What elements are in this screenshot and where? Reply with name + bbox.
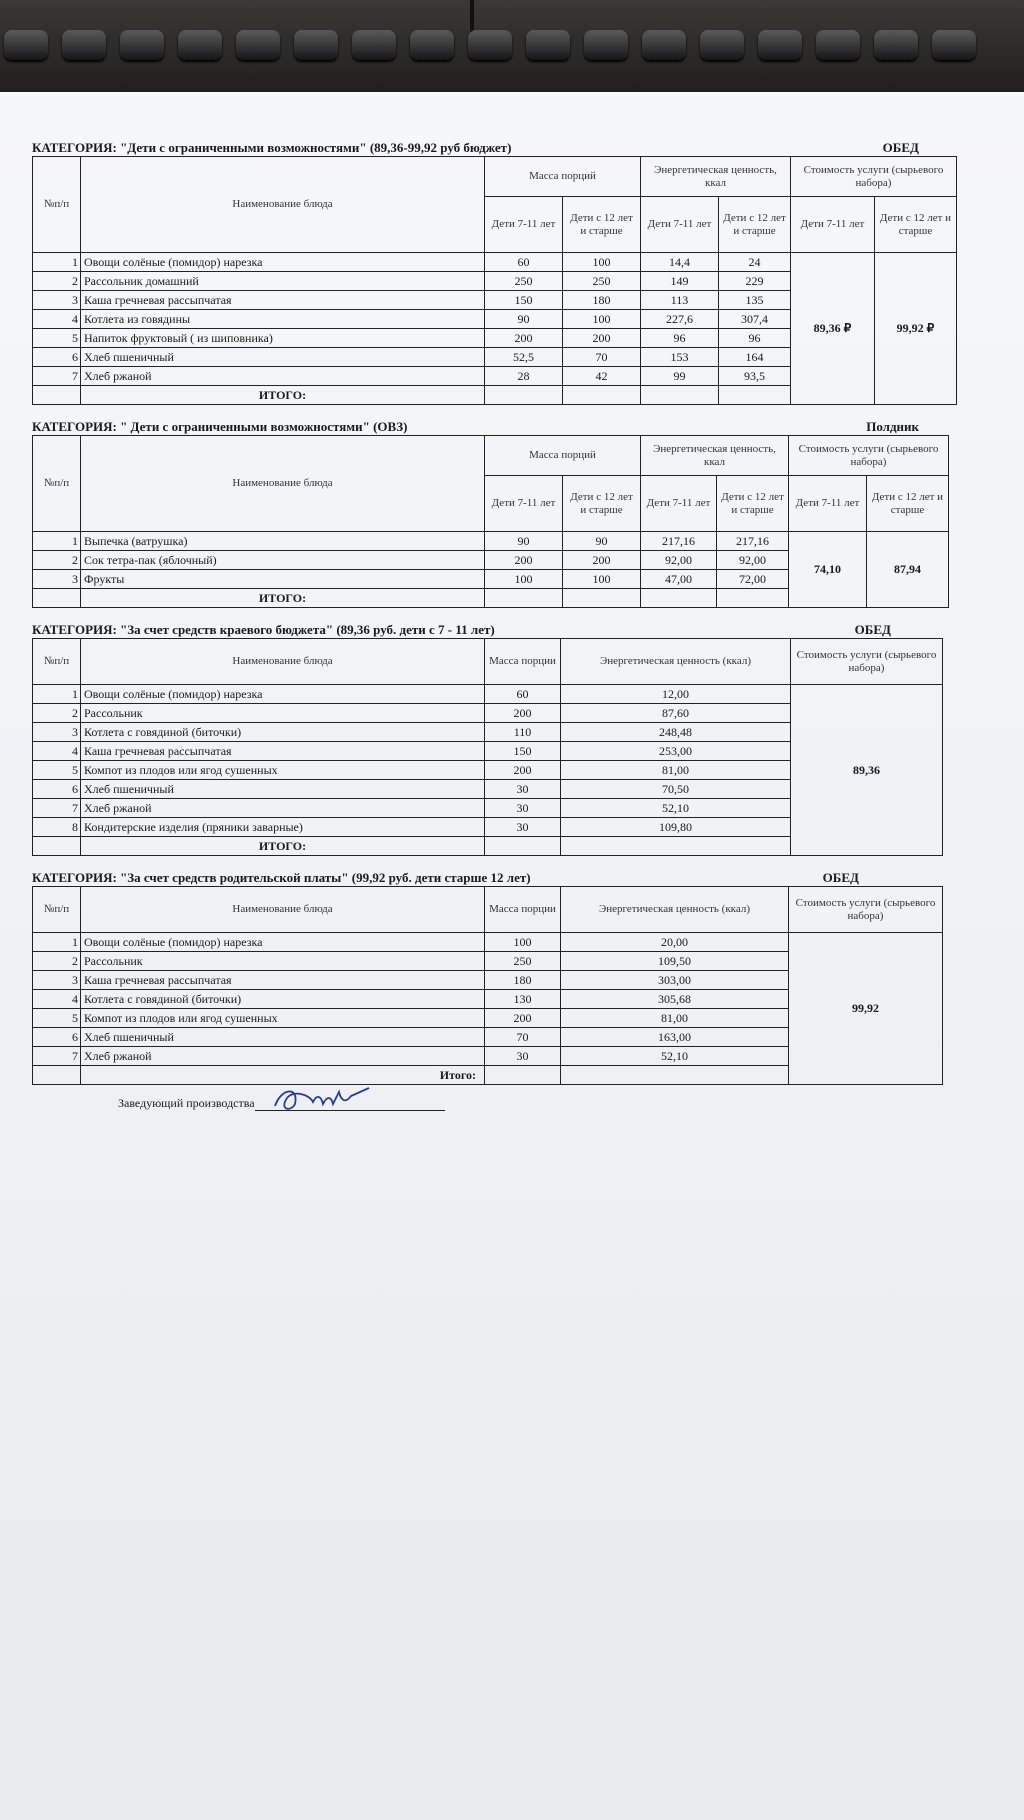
meal-label: ОБЕД: [822, 870, 859, 885]
table-row: 1 Овощи солёные (помидор) нарезка 60 12,00 89,36: [33, 685, 943, 704]
table-row: 8 Кондитерские изделия (пряники заварные) 30 109,80: [33, 818, 943, 837]
col-num: №п/п: [33, 887, 81, 933]
col-cost: Стоимость услуги (сырьевого набора): [789, 436, 949, 476]
menu-table: [32, 156, 957, 405]
col-age-12: Дети с 12 лет и старше: [563, 476, 641, 532]
table-row: 3 Каша гречневая рассыпчатая 150 180 113 135: [33, 291, 957, 310]
table-row: 6 Хлеб пшеничный 70 163,00: [33, 1028, 943, 1047]
menu-table: [32, 435, 949, 608]
meal-label: Полдник: [866, 419, 919, 434]
cost-value: 89,36: [791, 685, 943, 856]
col-cost: Стоимость услуги (сырьевого набора): [791, 639, 943, 685]
table-row: 4 Котлета с говядиной (биточки) 130 305,68: [33, 990, 943, 1009]
section-title: КАТЕГОРИЯ: "За счет средств краевого бюджета" (89,36 руб. дети с 7 - 11 лет): [32, 622, 495, 637]
section-title: КАТЕГОРИЯ: "За счет средств родительской платы" (99,92 руб. дети старше 12 лет): [32, 870, 531, 885]
table-row: 7 Хлеб ржаной 30 52,10: [33, 799, 943, 818]
binder-background: [0, 0, 1024, 96]
total-row: Итого:: [33, 1066, 943, 1085]
col-age-7-11: Дети 7-11 лет: [641, 476, 717, 532]
col-name: Наименование блюда: [81, 887, 485, 933]
col-num: №п/п: [33, 436, 81, 532]
col-mass: Масса порций: [485, 436, 641, 476]
table-row: 3 Котлета с говядиной (биточки) 110 248,48: [33, 723, 943, 742]
signature-block: [118, 1087, 957, 1111]
table-row: 2 Рассольник домашний 250 250 149 229: [33, 272, 957, 291]
table-row: 2 Рассольник 250 109,50: [33, 952, 943, 971]
col-energy: Энергетическая ценность (ккал): [561, 639, 791, 685]
table-row: 6 Хлеб пшеничный 30 70,50: [33, 780, 943, 799]
signature-label: Заведующий производства: [118, 1096, 255, 1110]
col-energy: Энергетическая ценность (ккал): [561, 887, 789, 933]
table-row: 1 Выпечка (ватрушка) 90 90 217,16 217,16 74,10 87,94: [33, 532, 949, 551]
table-row: 5 Компот из плодов или ягод сушенных 200 81,00: [33, 761, 943, 780]
col-mass: Масса порции: [485, 639, 561, 685]
table-row: 7 Хлеб ржаной 28 42 99 93,5: [33, 367, 957, 386]
section-lunch-regional-budget: [32, 622, 957, 856]
table-row: 2 Сок тетра-пак (яблочный) 200 200 92,00 92,00: [33, 551, 949, 570]
table-row: 2 Рассольник 200 87,60: [33, 704, 943, 723]
table-row: 1 Овощи солёные (помидор) нарезка 60 100 14,4 24 89,36 ₽ 99,92 ₽: [33, 253, 957, 272]
total-row: ИТОГО:: [33, 837, 943, 856]
col-mass: Масса порции: [485, 887, 561, 933]
col-num: №п/п: [33, 157, 81, 253]
table-row: 6 Хлеб пшеничный 52,5 70 153 164: [33, 348, 957, 367]
col-age-12: Дети с 12 лет и старше: [717, 476, 789, 532]
menu-table: [32, 886, 943, 1085]
col-name: Наименование блюда: [81, 639, 485, 685]
total-row: ИТОГО:: [33, 589, 949, 608]
col-age-7-11: Дети 7-11 лет: [485, 197, 563, 253]
col-mass: Масса порций: [485, 157, 641, 197]
section-lunch-parent-fee: [32, 870, 957, 1085]
table-row: 1 Овощи солёные (помидор) нарезка 100 20,00 99,92: [33, 933, 943, 952]
cost-value: 99,92: [789, 933, 943, 1085]
section-snack-ovz: [32, 419, 957, 608]
col-age-12: Дети с 12 лет и старше: [719, 197, 791, 253]
cost-7-11: 74,10: [789, 532, 867, 608]
col-cost: Стоимость услуги (сырьевого набора): [791, 157, 957, 197]
col-energy: Энергетическая ценность, ккал: [641, 436, 789, 476]
binder-rings: [0, 30, 1024, 70]
col-age-7-11: Дети 7-11 лет: [789, 476, 867, 532]
signature-line: [255, 1092, 445, 1111]
table-row: 3 Фрукты 100 100 47,00 72,00: [33, 570, 949, 589]
section-lunch-ovz-budget: [32, 140, 957, 405]
meal-label: ОБЕД: [854, 622, 891, 637]
signature-scribble-icon: [269, 1082, 379, 1116]
meal-label: ОБЕД: [882, 140, 919, 155]
cost-12: 87,94: [867, 532, 949, 608]
menu-table: [32, 638, 943, 856]
table-row: 4 Котлета из говядины 90 100 227,6 307,4: [33, 310, 957, 329]
col-age-12: Дети с 12 лет и старше: [867, 476, 949, 532]
table-row: 7 Хлеб ржаной 30 52,10: [33, 1047, 943, 1066]
table-row: 3 Каша гречневая рассыпчатая 180 303,00: [33, 971, 943, 990]
table-row: 4 Каша гречневая рассыпчатая 150 253,00: [33, 742, 943, 761]
col-age-7-11: Дети 7-11 лет: [641, 197, 719, 253]
col-age-12: Дети с 12 лет и старше: [875, 197, 957, 253]
section-title: КАТЕГОРИЯ: " Дети с ограниченными возможностями" (ОВЗ): [32, 419, 408, 434]
cost-12: 99,92 ₽: [875, 253, 957, 405]
cost-7-11: 89,36 ₽: [791, 253, 875, 405]
section-title: КАТЕГОРИЯ: "Дети с ограниченными возможностями" (89,36-99,92 руб бюджет): [32, 140, 512, 155]
col-age-7-11: Дети 7-11 лет: [485, 476, 563, 532]
col-name: Наименование блюда: [81, 436, 485, 532]
col-energy: Энергетическая ценность, ккал: [641, 157, 791, 197]
total-row: ИТОГО:: [33, 386, 957, 405]
menu-document: [32, 140, 957, 1111]
col-age-7-11: Дети 7-11 лет: [791, 197, 875, 253]
col-name: Наименование блюда: [81, 157, 485, 253]
table-row: 5 Компот из плодов или ягод сушенных 200 81,00: [33, 1009, 943, 1028]
table-row: 5 Напиток фруктовый ( из шиповника) 200 200 96 96: [33, 329, 957, 348]
col-num: №п/п: [33, 639, 81, 685]
col-cost: Стоимость услуги (сырьевого набора): [789, 887, 943, 933]
col-age-12: Дети с 12 лет и старше: [563, 197, 641, 253]
